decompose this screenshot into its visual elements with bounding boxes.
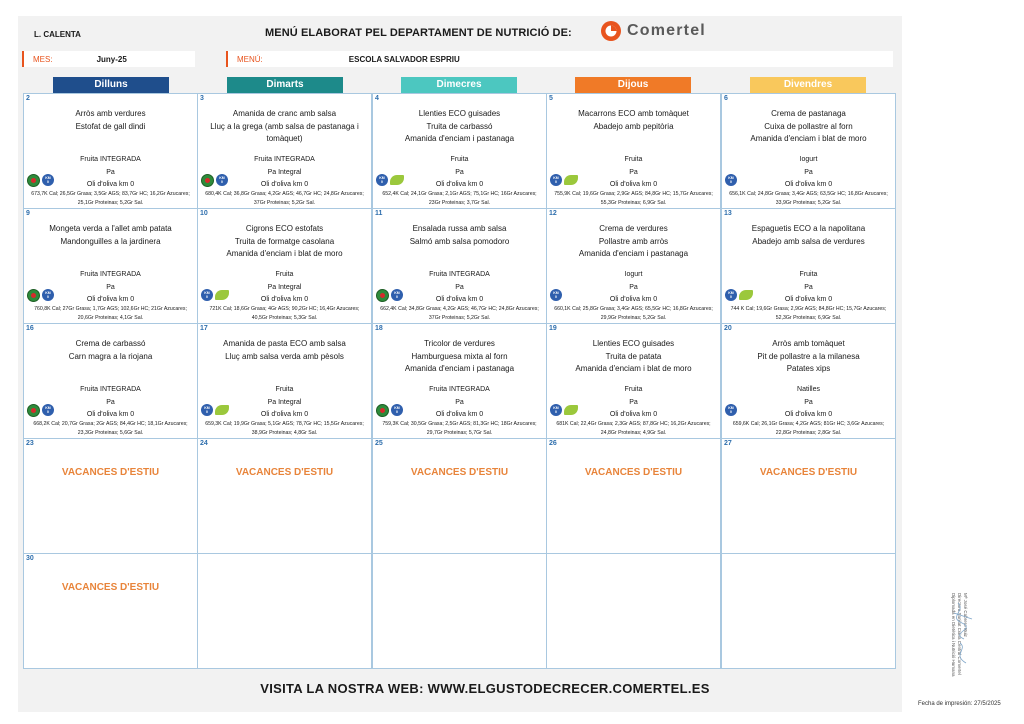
dessert: Fruita INTEGRADA bbox=[80, 156, 141, 163]
day-cell bbox=[372, 438, 547, 554]
day-number: 13 bbox=[724, 210, 732, 217]
km0-icon: KM 0 bbox=[725, 174, 737, 186]
dish-name: Macarrons ECO amb tomàquet bbox=[578, 109, 689, 118]
bread: Pa bbox=[106, 399, 115, 406]
comertel-logo-icon bbox=[600, 20, 622, 42]
diet-icons bbox=[725, 404, 737, 416]
dessert: Fruita bbox=[450, 156, 469, 163]
diet-icons bbox=[27, 404, 54, 417]
bread: Pa bbox=[804, 284, 813, 291]
day-number: 6 bbox=[724, 95, 728, 102]
day-header-dimecres: Dimecres bbox=[401, 77, 517, 93]
km0-icon: KM 0 bbox=[391, 289, 403, 301]
nutrition-info: 744 K Cal; 19,6Gr Grasa; 2,9Gr AGS; 84,8Gr HC; 15,7Gr Azucares; 52,3Gr Proteinas; 6,9Gr Sal. bbox=[730, 306, 887, 321]
olive-oil: Oli d'oliva km 0 bbox=[86, 296, 135, 303]
olive-oil: Oli d'oliva km 0 bbox=[86, 411, 135, 418]
km0-icon: KM 0 bbox=[42, 289, 54, 301]
holiday-label: VACANCES D'ESTIU bbox=[61, 582, 160, 593]
bread: Pa bbox=[455, 169, 464, 176]
day-number: 24 bbox=[200, 440, 208, 447]
diet-icons bbox=[27, 289, 54, 302]
logo-text: Comertel bbox=[627, 22, 706, 39]
km0-icon: KM 0 bbox=[391, 404, 403, 416]
day-cell bbox=[372, 323, 547, 439]
km0-icon: KM 0 bbox=[550, 289, 562, 301]
signature-title: Diplomada en Dietètica i Nutrició Humana bbox=[951, 593, 956, 677]
dish-name: Arròs amb verdures bbox=[75, 109, 146, 118]
menu-box bbox=[226, 51, 893, 67]
day-cell bbox=[23, 323, 198, 439]
nutrition-info: 660,1K Cal; 25,8Gr Grasa; 3,4Gr AGS; 65,5Gr HC; 16,8Gr Azucares; 29,9Gr Proteinas; 5,2Gr Sal. bbox=[554, 306, 713, 321]
diet-icons bbox=[201, 174, 228, 187]
day-number: 3 bbox=[200, 95, 204, 102]
dish-list bbox=[373, 338, 546, 376]
day-cell bbox=[197, 208, 372, 324]
olive-oil: Oli d'oliva km 0 bbox=[784, 296, 833, 303]
bread: Pa Integral bbox=[267, 169, 302, 176]
day-number: 9 bbox=[26, 210, 30, 217]
holiday-label: VACANCES D'ESTIU bbox=[61, 467, 160, 478]
dish-name: Amanida d'enciam i blat de moro bbox=[575, 364, 692, 373]
nutrition-info: 656,1K Cal; 24,8Gr Grasa; 3,4Gr AGS; 63,5Gr HC; 16,8Gr Azucares; 33,9Gr Proteinas; 5,2Gr Sal. bbox=[729, 191, 888, 206]
dish-name: Salmó amb salsa pomodoro bbox=[409, 236, 510, 246]
eco-leaf-icon bbox=[215, 290, 229, 300]
day-number: 30 bbox=[26, 555, 34, 562]
nutrition-info: 721K Cal; 18,6Gr Grasa; 4Gr AGS; 90,2Gr HC; 16,4Gr Azucares; 40,5Gr Proteinas; 5,3Gr Sal. bbox=[209, 306, 360, 321]
day-cell bbox=[721, 93, 896, 209]
dish-name: Truita de carbassó bbox=[426, 121, 493, 131]
olive-oil: Oli d'oliva km 0 bbox=[435, 296, 484, 303]
dessert: Fruita bbox=[624, 156, 643, 163]
month-box bbox=[22, 51, 195, 67]
km0-icon: KM 0 bbox=[201, 404, 213, 416]
dish-name: Crema de pastanaga bbox=[771, 109, 846, 118]
dish-name: Espaguetis ECO a la napolitana bbox=[751, 224, 866, 233]
km0-icon: KM 0 bbox=[42, 174, 54, 186]
holiday-label: VACANCES D'ESTIU bbox=[235, 467, 334, 478]
dish-list bbox=[547, 338, 720, 376]
eco-leaf-icon bbox=[390, 175, 404, 185]
km0-icon: KM 0 bbox=[201, 289, 213, 301]
dish-list bbox=[24, 223, 197, 248]
diet-icons bbox=[376, 289, 403, 302]
dish-list bbox=[722, 338, 895, 376]
dish-name: Arròs amb tomàquet bbox=[772, 339, 845, 348]
nutrition-info: 668,2K Cal; 20,7Gr Grasa; 2Gr AGS; 84,4Gr HC; 18,1Gr Azucares; 23,3Gr Proteinas; 5,6Gr Sal. bbox=[33, 421, 188, 436]
dish-name: Llenties ECO guisades bbox=[418, 109, 501, 118]
dish-name: Pit de pollastre a la milanesa bbox=[757, 351, 860, 361]
bread: Pa bbox=[804, 399, 813, 406]
day-cell bbox=[197, 553, 372, 669]
day-number: 20 bbox=[724, 325, 732, 332]
dish-name: Crema de verdures bbox=[599, 224, 668, 233]
day-cell bbox=[721, 553, 896, 669]
bread: Pa bbox=[629, 399, 638, 406]
day-cell bbox=[546, 208, 721, 324]
month-value: Juny-25 bbox=[96, 54, 127, 64]
school-name: ESCOLA SALVADOR ESPRIU bbox=[348, 54, 460, 64]
day-number: 11 bbox=[375, 210, 383, 217]
day-cell bbox=[546, 438, 721, 554]
dish-name: Ensalada russa amb salsa bbox=[412, 224, 507, 233]
nutrition-info: 681K Cal; 22,4Gr Grasa; 2,3Gr AGS; 87,8Gr HC; 16,2Gr Azucares; 24,8Gr Proteinas; 4,9Gr Sal. bbox=[556, 421, 711, 436]
olive-oil: Oli d'oliva km 0 bbox=[609, 181, 658, 188]
day-cell bbox=[23, 208, 198, 324]
dish-name: Mandonguilles a la jardinera bbox=[60, 236, 161, 246]
dish-list bbox=[198, 223, 371, 261]
integrated-fruit-icon bbox=[376, 289, 389, 302]
day-number: 27 bbox=[724, 440, 732, 447]
eco-leaf-icon bbox=[564, 405, 578, 415]
bread: Pa Integral bbox=[267, 284, 302, 291]
diet-icons bbox=[725, 289, 753, 301]
dish-name: Tricolor de verdures bbox=[424, 339, 495, 348]
dish-name: Abadejo amb pepitòria bbox=[593, 121, 674, 131]
dessert: Iogurt bbox=[624, 271, 643, 278]
integrated-fruit-icon bbox=[376, 404, 389, 417]
dish-list bbox=[198, 108, 371, 146]
day-cell bbox=[372, 93, 547, 209]
nutrition-info: 673,7K Cal; 26,5Gr Grasa; 3,5Gr AGS; 83,7Gr HC; 16,2Gr Azucares; 25,1Gr Proteinas; 5,2Gr Sal. bbox=[31, 191, 190, 206]
dish-name: Crema de carbassó bbox=[75, 339, 146, 348]
olive-oil: Oli d'oliva km 0 bbox=[260, 411, 309, 418]
dish-name: Lluç amb salsa verda amb pèsols bbox=[225, 351, 344, 361]
integrated-fruit-icon bbox=[27, 289, 40, 302]
signature-name: Mª José Cabrero Ruiz bbox=[963, 593, 968, 637]
holiday-label: VACANCES D'ESTIU bbox=[584, 467, 683, 478]
dish-name: Cigrons ECO estofats bbox=[245, 224, 324, 233]
day-number: 10 bbox=[200, 210, 208, 217]
diet-icons bbox=[550, 404, 578, 416]
dish-name: Hamburguesa mixta al forn bbox=[411, 351, 508, 361]
day-number: 26 bbox=[549, 440, 557, 447]
diet-icons bbox=[376, 174, 404, 186]
nutrition-info: 680,4K Cal; 36,8Gr Grasa; 4,2Gr AGS; 46,7Gr HC; 24,8Gr Azucares; 37Gr Proteinas; 5,2Gr Sal. bbox=[205, 191, 364, 206]
dish-list bbox=[24, 338, 197, 363]
bread: Pa Integral bbox=[267, 399, 302, 406]
dish-list bbox=[722, 223, 895, 248]
km0-icon: KM 0 bbox=[216, 174, 228, 186]
km0-icon: KM 0 bbox=[550, 174, 562, 186]
dish-list bbox=[373, 223, 546, 248]
dish-name: Amanida d'enciam i pastanaga bbox=[404, 134, 515, 143]
dish-list bbox=[722, 108, 895, 146]
dessert: Fruita INTEGRADA bbox=[80, 386, 141, 393]
km0-icon: KM 0 bbox=[376, 174, 388, 186]
olive-oil: Oli d'oliva km 0 bbox=[435, 181, 484, 188]
day-cell bbox=[197, 323, 372, 439]
dish-name: Truita de patata bbox=[605, 351, 662, 361]
dessert: Fruita bbox=[275, 271, 294, 278]
olive-oil: Oli d'oliva km 0 bbox=[609, 411, 658, 418]
nutrition-info: 659,6K Cal; 26,1Gr Grasa; 4,2Gr AGS; 81Gr HC; 3,6Gr Azucares; 22,8Gr Proteinas; 2,8Gr Sal. bbox=[732, 421, 885, 436]
day-number: 23 bbox=[26, 440, 34, 447]
dish-name: Lluç a la grega (amb salsa de pastanaga i tomàquet) bbox=[210, 121, 359, 143]
day-number: 25 bbox=[375, 440, 383, 447]
dish-list bbox=[24, 108, 197, 133]
nutrition-info: 662,4K Cal; 34,8Gr Grasa; 4,2Gr AGS; 46,7Gr HC; 24,8Gr Azucares; 37Gr Proteinas; 5,2Gr Sal. bbox=[380, 306, 539, 321]
day-number: 12 bbox=[549, 210, 557, 217]
day-header-divendres: Divendres bbox=[750, 77, 866, 93]
dish-name: Amanida de pasta ECO amb salsa bbox=[223, 339, 346, 348]
dessert: Fruita INTEGRADA bbox=[429, 386, 490, 393]
day-cell bbox=[372, 208, 547, 324]
olive-oil: Oli d'oliva km 0 bbox=[260, 181, 309, 188]
day-cell bbox=[23, 93, 198, 209]
bread: Pa bbox=[455, 399, 464, 406]
dessert: Natilles bbox=[797, 386, 820, 393]
website-footer: VISITA LA NOSTRA WEB: WWW.ELGUSTODECRECER.COMERTEL.ES bbox=[260, 681, 710, 696]
day-header-dilluns: Dilluns bbox=[53, 77, 169, 93]
signature-block bbox=[938, 593, 978, 681]
day-header-dijous: Dijous bbox=[575, 77, 691, 93]
day-cell bbox=[546, 553, 721, 669]
bread: Pa bbox=[629, 284, 638, 291]
dish-name: Amanida d'enciam i pastanaga bbox=[578, 249, 689, 258]
integrated-fruit-icon bbox=[27, 404, 40, 417]
day-number: 18 bbox=[375, 325, 383, 332]
holiday-label: VACANCES D'ESTIU bbox=[759, 467, 858, 478]
holiday-label: VACANCES D'ESTIU bbox=[410, 467, 509, 478]
eco-leaf-icon bbox=[739, 290, 753, 300]
integrated-fruit-icon bbox=[201, 174, 214, 187]
dessert: Fruita bbox=[275, 386, 294, 393]
day-number: 5 bbox=[549, 95, 553, 102]
dessert: Fruita INTEGRADA bbox=[429, 271, 490, 278]
day-cell bbox=[721, 208, 896, 324]
dessert: Fruita INTEGRADA bbox=[254, 156, 315, 163]
bread: Pa bbox=[106, 284, 115, 291]
print-date: Fecha de impresión: 27/5/2025 bbox=[918, 701, 1001, 707]
day-number: 16 bbox=[26, 325, 34, 332]
day-cell bbox=[23, 438, 198, 554]
nutrition-info: 755,9K Cal; 19,6Gr Grasa; 2,9Gr AGS; 84,8Gr HC; 15,7Gr Azucares; 55,3Gr Proteinas; 6,9Gr Sal. bbox=[554, 191, 713, 206]
nutrition-info: 659,3K Cal; 19,9Gr Grasa; 5,1Gr AGS; 78,7Gr HC; 15,5Gr Azucares; 38,9Gr Proteinas; 4,8Gr Sal. bbox=[205, 421, 364, 436]
month-label: MES: bbox=[33, 54, 53, 64]
dish-name: Abadejo amb salsa de verdures bbox=[752, 236, 865, 246]
nutrition-info: 652,4K Cal; 24,1Gr Grasa; 2,1Gr AGS; 75,1Gr HC; 16Gr Azucares; 23Gr Proteinas; 3,7Gr Sal. bbox=[382, 191, 537, 206]
menu-label: MENÚ: bbox=[237, 54, 263, 64]
day-cell bbox=[546, 323, 721, 439]
signature-icon bbox=[938, 593, 978, 681]
km0-icon: KM 0 bbox=[42, 404, 54, 416]
dish-list bbox=[198, 338, 371, 363]
day-number: 2 bbox=[26, 95, 30, 102]
dish-name: Carn magra a la riojana bbox=[68, 351, 153, 361]
dish-name: Amanida d'enciam i blat de moro bbox=[750, 134, 867, 143]
bread: Pa bbox=[804, 169, 813, 176]
day-cell bbox=[23, 553, 198, 669]
nutrition-info: 759,3K Cal; 30,5Gr Grasa; 2,5Gr AGS; 81,3Gr HC; 18Gr Azucares; 29,7Gr Proteinas; 5,7Gr Sal. bbox=[382, 421, 537, 436]
olive-oil: Oli d'oliva km 0 bbox=[609, 296, 658, 303]
olive-oil: Oli d'oliva km 0 bbox=[260, 296, 309, 303]
dish-name: Cuixa de pollastre al forn bbox=[764, 121, 853, 131]
km0-icon: KM 0 bbox=[725, 289, 737, 301]
dessert: Fruita INTEGRADA bbox=[80, 271, 141, 278]
day-number: 19 bbox=[549, 325, 557, 332]
olive-oil: Oli d'oliva km 0 bbox=[784, 181, 833, 188]
olive-oil: Oli d'oliva km 0 bbox=[784, 411, 833, 418]
dish-name: Estofat de gall dindi bbox=[75, 121, 146, 131]
dish-name: Amanida d'enciam i blat de moro bbox=[226, 249, 343, 258]
nutrition-info: 760,8K Cal; 27Gr Grasa; 1,7Gr AGS; 102,6Gr HC; 21Gr Azucares; 20,6Gr Proteinas; 4,1Gr Sal. bbox=[34, 306, 187, 321]
day-number: 17 bbox=[200, 325, 208, 332]
day-header-dimarts: Dimarts bbox=[227, 77, 343, 93]
day-cell bbox=[721, 323, 896, 439]
day-cell bbox=[197, 438, 372, 554]
olive-oil: Oli d'oliva km 0 bbox=[435, 411, 484, 418]
olive-oil: Oli d'oliva km 0 bbox=[86, 181, 135, 188]
menu-type-label: L. CALENTA bbox=[34, 30, 81, 39]
diet-icons bbox=[201, 289, 229, 301]
dish-list bbox=[547, 108, 720, 133]
bread: Pa bbox=[106, 169, 115, 176]
dish-list bbox=[547, 223, 720, 261]
dish-name: Amanida d'enciam i pastanaga bbox=[404, 364, 515, 373]
diet-icons bbox=[550, 289, 562, 301]
dessert: Fruita bbox=[624, 386, 643, 393]
day-cell bbox=[546, 93, 721, 209]
dish-name: Truita de formatge casolana bbox=[234, 236, 335, 246]
diet-icons bbox=[27, 174, 54, 187]
diet-icons bbox=[725, 174, 737, 186]
day-number: 4 bbox=[375, 95, 379, 102]
dish-name: Llenties ECO guisades bbox=[592, 339, 675, 348]
day-cell bbox=[721, 438, 896, 554]
integrated-fruit-icon bbox=[27, 174, 40, 187]
km0-icon: KM 0 bbox=[550, 404, 562, 416]
diet-icons bbox=[550, 174, 578, 186]
day-cell bbox=[197, 93, 372, 209]
signature-role: Directora Sanitat Cuina Central Comertel bbox=[957, 593, 962, 675]
page-title: MENÚ ELABORAT PEL DEPARTAMENT DE NUTRICIÓ DE: bbox=[265, 27, 572, 39]
dish-name: Amanida de cranc amb salsa bbox=[232, 109, 337, 118]
bread: Pa bbox=[629, 169, 638, 176]
dish-list bbox=[373, 108, 546, 146]
dish-name: Mongeta verda a l'allet amb patata bbox=[49, 224, 172, 233]
eco-leaf-icon bbox=[215, 405, 229, 415]
dish-name: Patates xips bbox=[786, 364, 831, 373]
comertel-logo bbox=[600, 20, 706, 42]
eco-leaf-icon bbox=[564, 175, 578, 185]
bread: Pa bbox=[455, 284, 464, 291]
dessert: Fruita bbox=[799, 271, 818, 278]
day-cell bbox=[372, 553, 547, 669]
diet-icons bbox=[376, 404, 403, 417]
dessert: Iogurt bbox=[799, 156, 818, 163]
km0-icon: KM 0 bbox=[725, 404, 737, 416]
dish-name: Pollastre amb arròs bbox=[598, 236, 669, 246]
diet-icons bbox=[201, 404, 229, 416]
